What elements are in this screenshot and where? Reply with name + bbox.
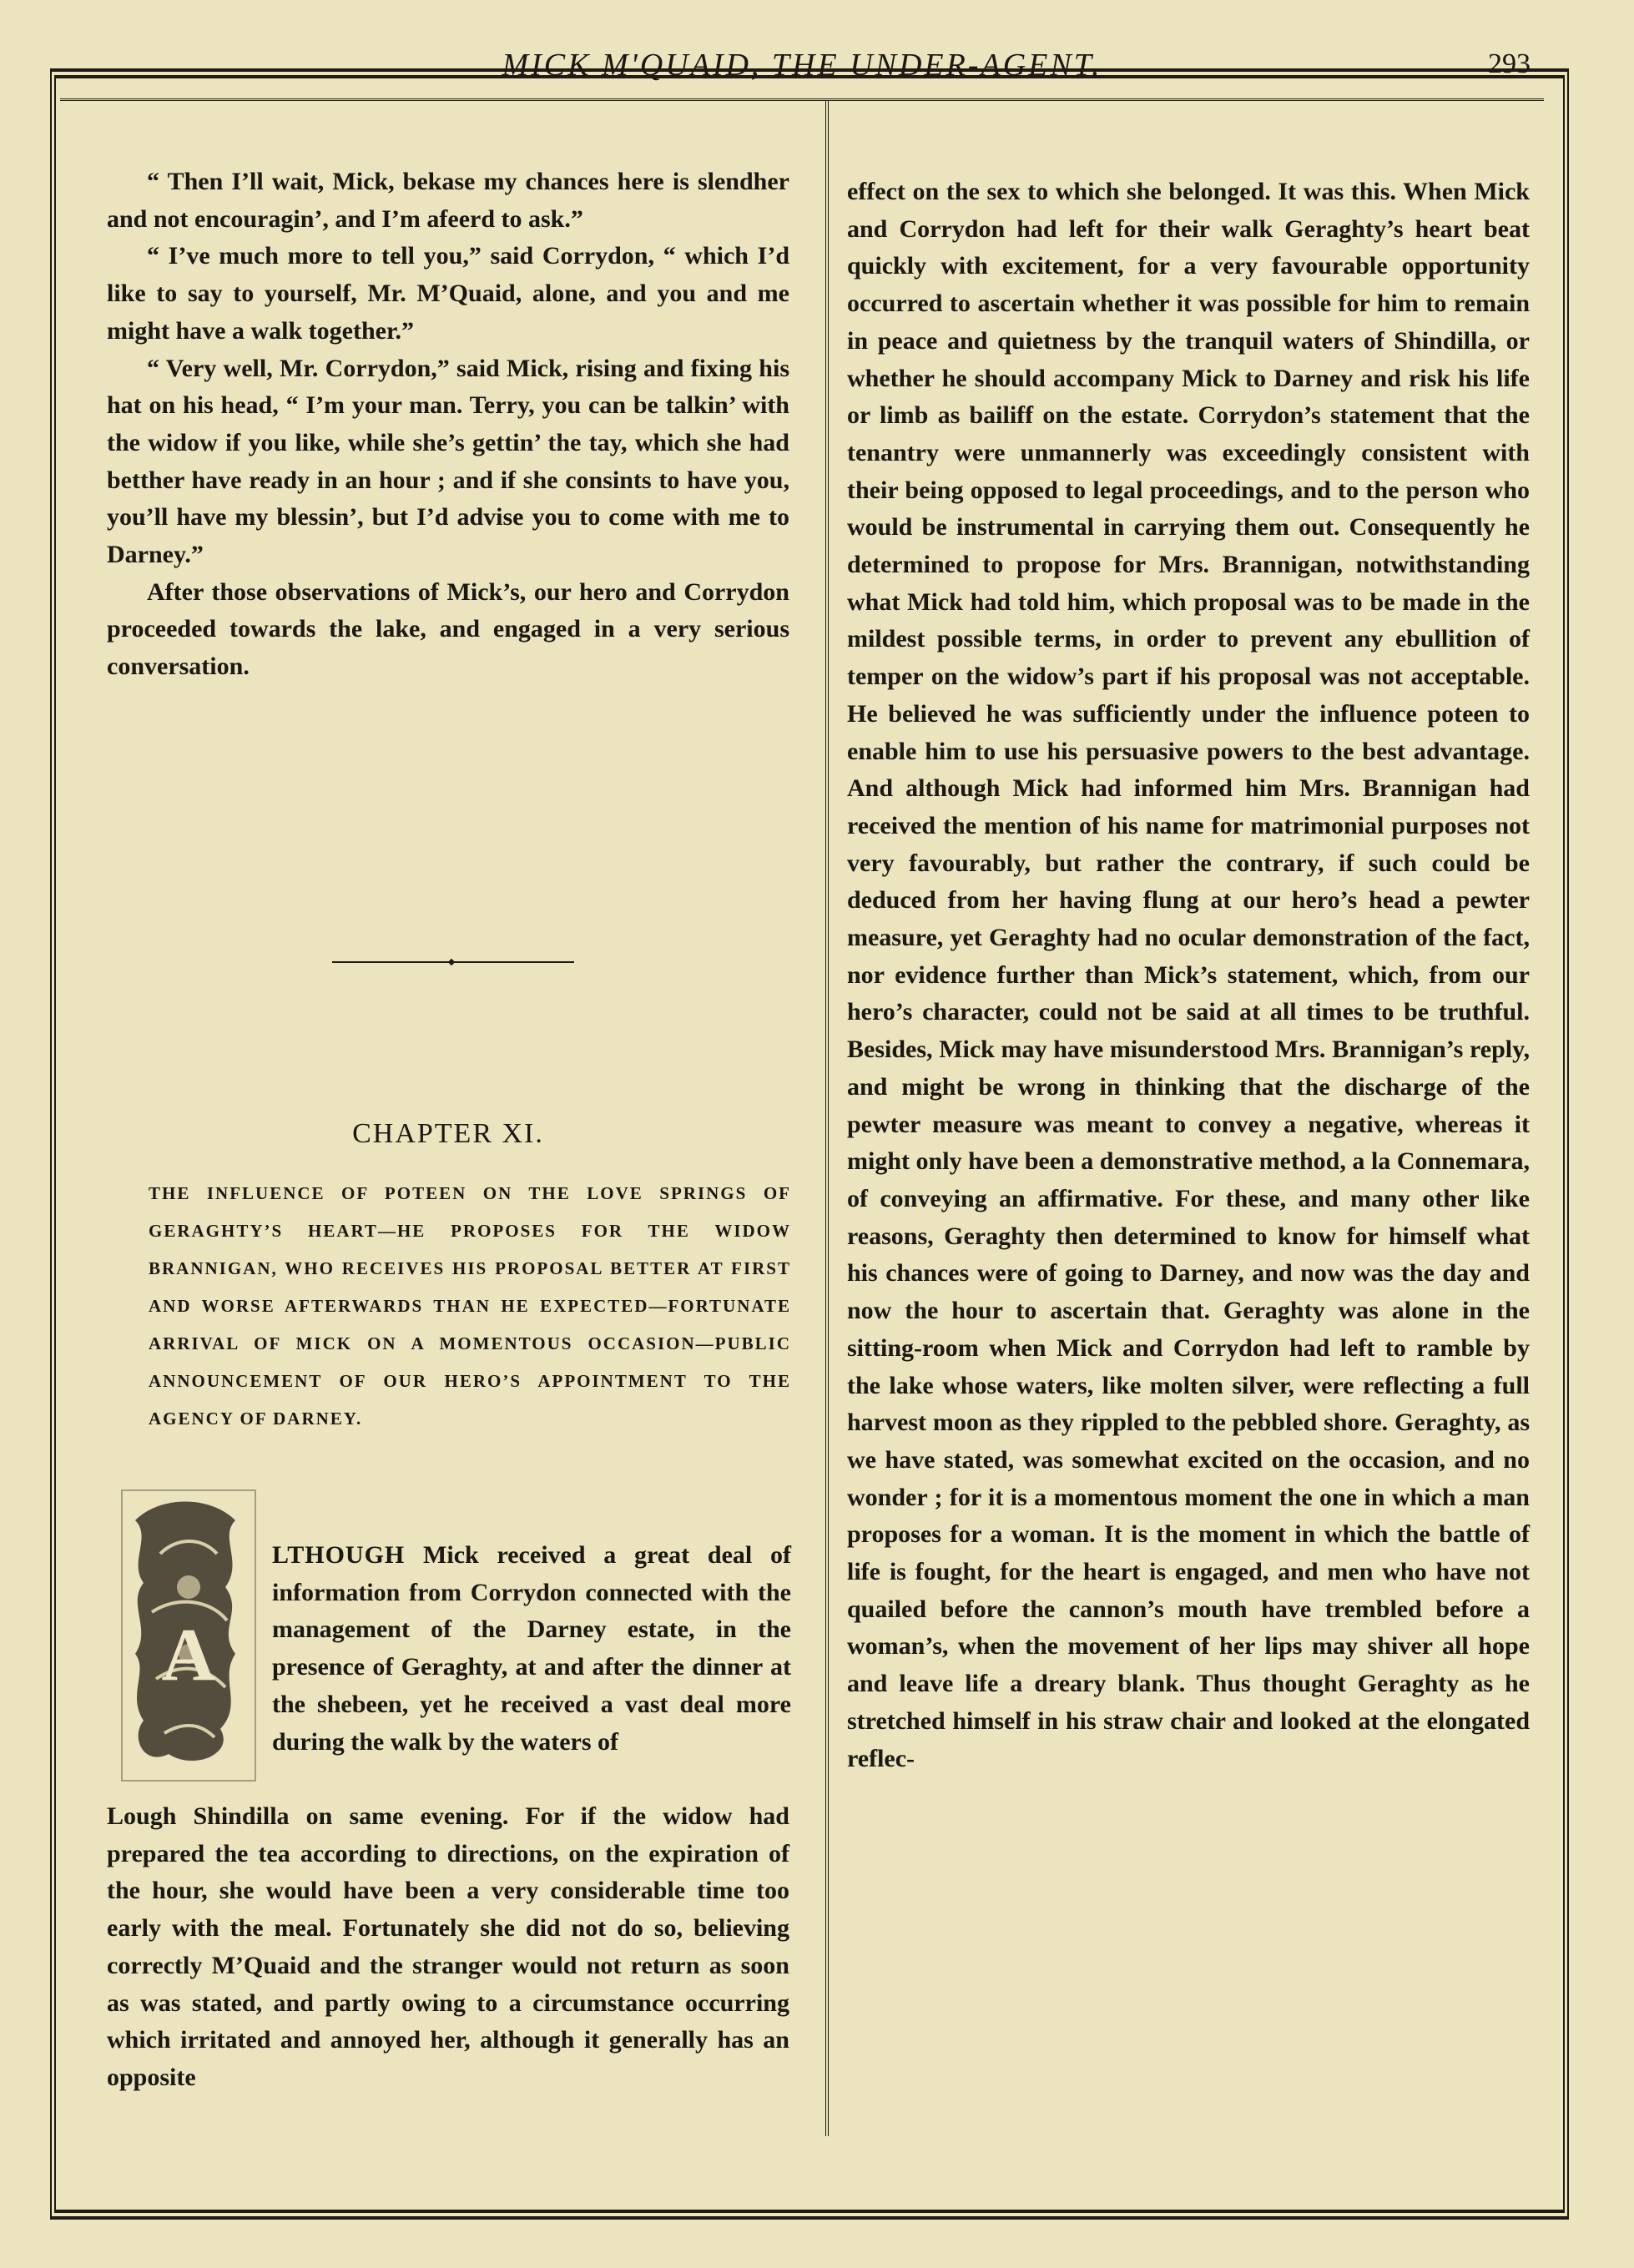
opening-text: Mick received a great deal of information from Corrydon connected with the management of the Darney estate, in the presence of Geraghty, at and after the dinner at the shebeen, yet he received a vast deal more during the walk by the waters of (272, 1541, 791, 1756)
paragraph: effect on the sex to which she belonged. It was this. When Mick and Corrydon had left for their walk Geraghty’s heart beat quickly with excitement, for a very favourable opportunity occurred to ascertain whether it was possible for him to remain in peace and quietness by the tranquil waters of Shindilla, or whether he should accompany Mick to Darney and risk his life or limb as bailiff on the estate. Corrydon’s statement that the tenantry were unmannerly was exceedingly consistent with their being opposed to legal proceedings, and to the person who would be instrumental in carrying them out. Consequently he determined to propose for Mrs. Brannigan, notwithstanding what Mick had told him, which proposal was to be made in the mildest possible terms, in order to prevent any ebullition of temper on the widow’s part if his proposal was not acceptable. He believed he was sufficiently under the influence poteen to enable him to use his persuasive powers to the best advantage. And although Mick had informed him Mrs. Brannigan had received the mention of his name for matrimonial purposes not very favourably, but rather the contrary, if such could be deduced from her having flung at our hero’s head a pewter measure, yet Geraghty had no ocular demonstration of the fact, nor evidence further than Mick’s statement, which, from our hero’s character, could not be said at all times to be truthful. Besides, Mick may have misunderstood Mrs. Brannigan’s reply, and might be wrong in thinking that the discharge of the pewter measure was meant to convey a negative, whereas it might only have been a demonstrative method, a la Connemara, of conveying an affirmative. For these, and many other like reasons, Geraghty then determined to know for himself what his chances were of going to Darney, and now was the day and now the hour to ascertain that. Geraghty was alone in the sitting-room when Mick and Corrydon had left to ramble by the lake whose waters, like molten silver, were reflecting a full harvest moon as they rippled to the pebbled shore. Geraghty, as we have stated, was somewhat excited on the occasion, and no wonder ; for it is a momentous moment the one in which a man proposes for a woman. It is the moment in which the battle of life is fought, for the heart is engaged, and men who have not quailed before the cannon’s mouth have trembled before a woman’s, when the movement of her lips may shiver all hope and leave life a dreary blank. Thus thought Geraghty as he stretched himself in his straw chair and looked at the elongated reflec- (847, 178, 1530, 1772)
paragraph: “ Very well, Mr. Corrydon,” said Mick, rising and fixing his hat on his head, “ I’m your man. Terry, you can be talkin’ with the widow if you like, while she’s gettin’ the tay, which she had betther have ready in an hour ; and if she consints to have you, you’ll have my blessin’, but I’d advise you to come with me to Darney.” (107, 354, 789, 569)
right-column (847, 174, 1530, 1777)
chapter-summary: THE INFLUENCE OF POTEEN ON THE LOVE SPRINGS OF GERAGHTY’S HEART—HE PROPOSES FOR THE WIDOW BRANNIGAN, WHO RECEIVES HIS PROPOSAL BETTER AT FIRST AND WORSE AFTERWARDS THAN HE EXPECTED—FORTUNATE ARRIVAL OF MICK ON A MOMENTOUS OCCASION—PUBLIC ANNOUNCEMENT OF OUR HERO’S APPOINTMENT TO THE AGENCY OF DARNEY. (149, 1183, 791, 1429)
paragraph: After those observations of Mick’s, our hero and Corrydon proceeded towards the lake, and engaged in a very serious conversation. (107, 577, 789, 681)
paragraph: “ I’ve much more to tell you,” said Corrydon, “ which I’d like to say to yourself, Mr. M’Quaid, alone, and you and me might have a walk together.” (107, 242, 789, 345)
running-head (60, 40, 1544, 101)
chapter-opening-text (272, 1537, 791, 1761)
chapter-title: CHAPTER XI. (352, 1118, 544, 1149)
left-column (107, 164, 789, 686)
column-divider (825, 100, 829, 2136)
decorated-initial-letter: A (161, 1614, 216, 1696)
chapter-continuation-text: Lough Shindilla on same evening. For if the widow had prepared the tea according to directions, on the expiration of the hour, she would have been a very considerable time too early with the meal. Fortunately she did not do so, believing correctly M’Quaid and the stranger would not return as soon as was stated, and partly owing to a circumstance occurring which irritated and annoyed her, although it generally has an opposite (107, 1802, 789, 2091)
page-number: 293 (1488, 48, 1531, 79)
opening-small-caps: LTHOUGH (272, 1541, 406, 1569)
paragraph: “ Then I’ll wait, Mick, bekase my chances here is slendher and not encouragin’, and I’m afeerd to ask.” (107, 168, 789, 233)
running-title: MICK M'QUAID, THE UNDER-AGENT. (502, 48, 1102, 83)
section-ornament-rule (332, 960, 574, 965)
decorated-initial (119, 1487, 259, 1784)
